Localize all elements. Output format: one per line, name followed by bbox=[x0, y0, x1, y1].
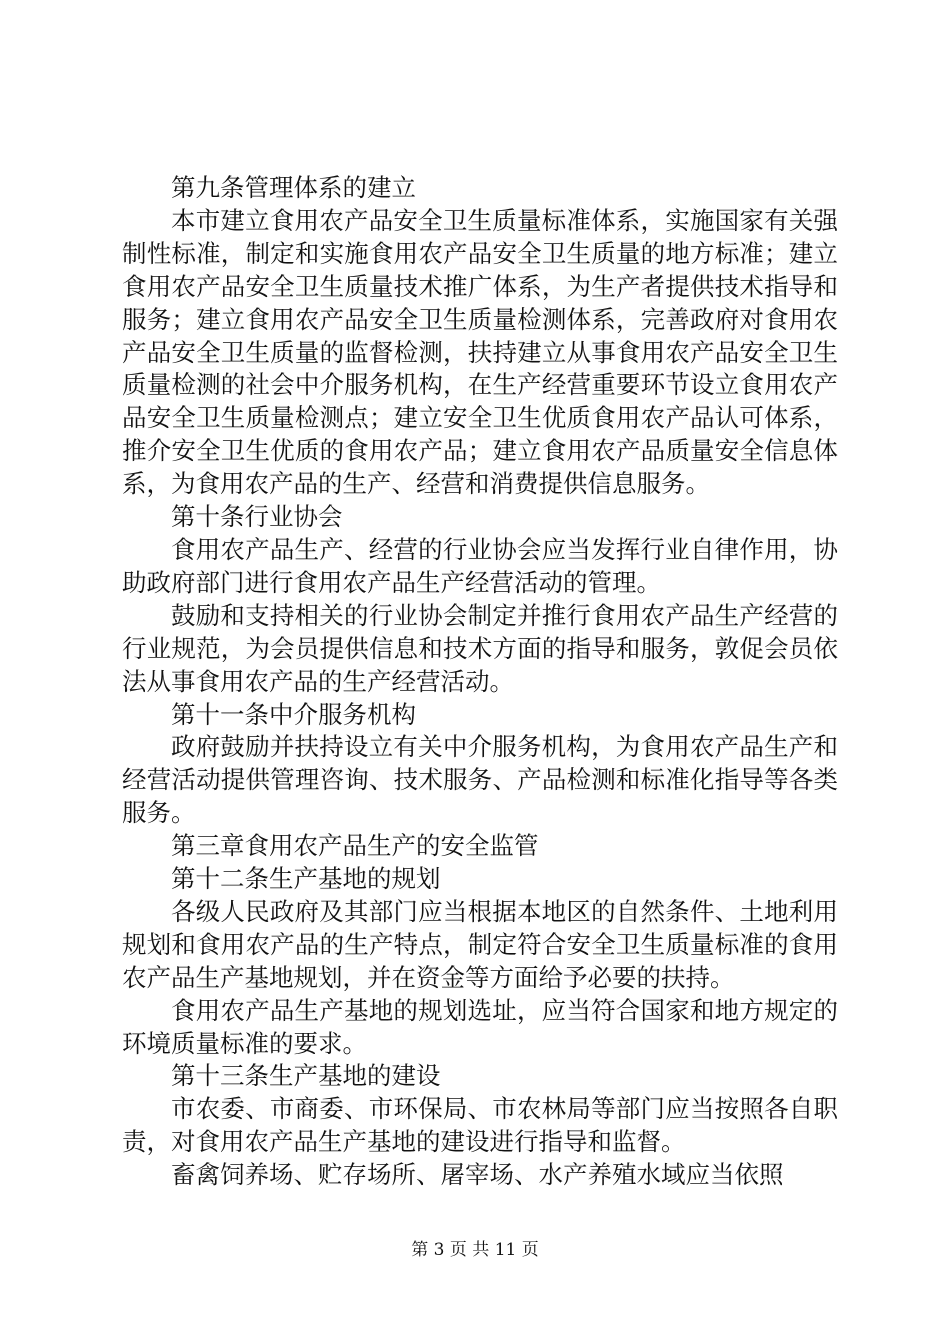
page-number-footer: 第 3 页 共 11 页 bbox=[411, 1240, 539, 1260]
article-heading-11: 第十一条中介服务机构 bbox=[171, 699, 416, 729]
article-heading-13: 第十三条生产基地的建设 bbox=[171, 1061, 441, 1091]
article-heading-9: 第九条管理体系的建立 bbox=[171, 173, 416, 202]
document-body bbox=[122, 172, 838, 1192]
paragraph: 政府鼓励并扶持设立有关中介服务机构，为食用农产品生产和经营活动提供管理咨询、技术服务、产品检测和标准化指导等各类服务。 bbox=[122, 732, 838, 828]
paragraph: 鼓励和支持相关的行业协会制定并推行食用农产品生产经营的行业规范，为会员提供信息和技术方面的指导和服务，敦促会员依法从事食用农产品的生产经营活动。 bbox=[122, 600, 838, 696]
paragraph: 市农委、市商委、市环保局、市农林局等部门应当按照各自职责，对食用农产品生产基地的建设进行指导和监督。 bbox=[122, 1094, 838, 1157]
article-heading-12: 第十二条生产基地的规划 bbox=[171, 864, 441, 894]
paragraph: 各级人民政府及其部门应当根据本地区的自然条件、土地利用规划和食用农产品的生产特点，制定符合安全卫生质量标准的食用农产品生产基地规划，并在资金等方面给予必要的扶持。 bbox=[122, 896, 838, 992]
paragraph: 食用农产品生产、经营的行业协会应当发挥行业自律作用，协助政府部门进行食用农产品生产经营活动的管理。 bbox=[122, 534, 838, 597]
paragraph: 本市建立食用农产品安全卫生质量标准体系，实施国家有关强制性标准，制定和实施食用农产品安全卫生质量的地方标准；建立食用农产品安全卫生质量技术推广体系，为生产者提供技术指导和服务；建立食用农产品安全卫生质量检测体系，完善政府对食用农产品安全卫生质量的监督检测，扶持建立从事食用农产品安全卫生质量检测的社会中介服务机构，在生产经营重要环节设立食用农产品安全卫生质量检测点；建立安全卫生优质食用农产品认可体系，推介安全卫生优质的食用农产品；建立食用农产品质量安全信息体系，为食用农产品的生产、经营和消费提供信息服务。 bbox=[122, 205, 838, 499]
paragraph: 畜禽饲养场、贮存场所、屠宰场、水产养殖水域应当依照 bbox=[171, 1160, 784, 1190]
chapter-heading-3: 第三章食用农产品生产的安全监管 bbox=[171, 831, 539, 861]
article-heading-10: 第十条行业协会 bbox=[171, 502, 343, 532]
paragraph: 食用农产品生产基地的规划选址，应当符合国家和地方规定的环境质量标准的要求。 bbox=[122, 995, 838, 1058]
